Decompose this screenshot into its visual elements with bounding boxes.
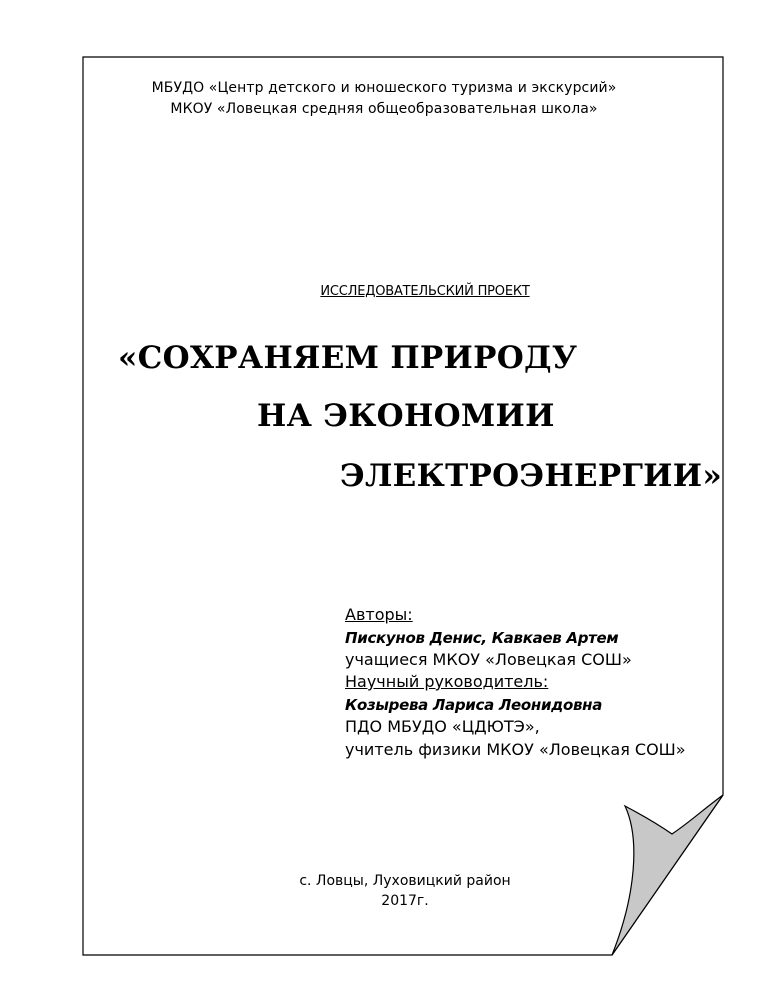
project-type-label: ИССЛЕДОВАТЕЛЬСКИЙ ПРОЕКТ (320, 284, 530, 299)
supervisor-name: Козырева Лариса Леонидовна (345, 696, 603, 714)
title-line-1: «СОХРАНЯЕМ ПРИРОДУ (118, 340, 578, 376)
title-line-3: ЭЛЕКТРОЭНЕРГИИ» (340, 458, 723, 494)
page-border (83, 57, 723, 955)
title-line-2: НА ЭКОНОМИИ (257, 398, 555, 434)
organization-line-2: МКОУ «Ловецкая средняя общеобразовательная школа» (170, 101, 598, 117)
authors-affiliation: учащиеся МКОУ «Ловецкая СОШ» (345, 650, 632, 669)
organization-line-1: МБУДО «Центр детского и юношеского туризма и экскурсий» (151, 80, 617, 96)
supervisor-heading: Научный руководитель: (345, 672, 549, 691)
author-names: Пискунов Денис, Кавкаев Артем (345, 629, 619, 647)
place: с. Ловцы, Луховицкий район (299, 873, 511, 889)
authors-heading: Авторы: (345, 605, 413, 624)
supervisor-role-2: учитель физики МКОУ «Ловецкая СОШ» (345, 740, 686, 759)
year: 2017г. (381, 893, 429, 909)
supervisor-role-1: ПДО МБУДО «ЦДЮТЭ», (345, 717, 540, 736)
